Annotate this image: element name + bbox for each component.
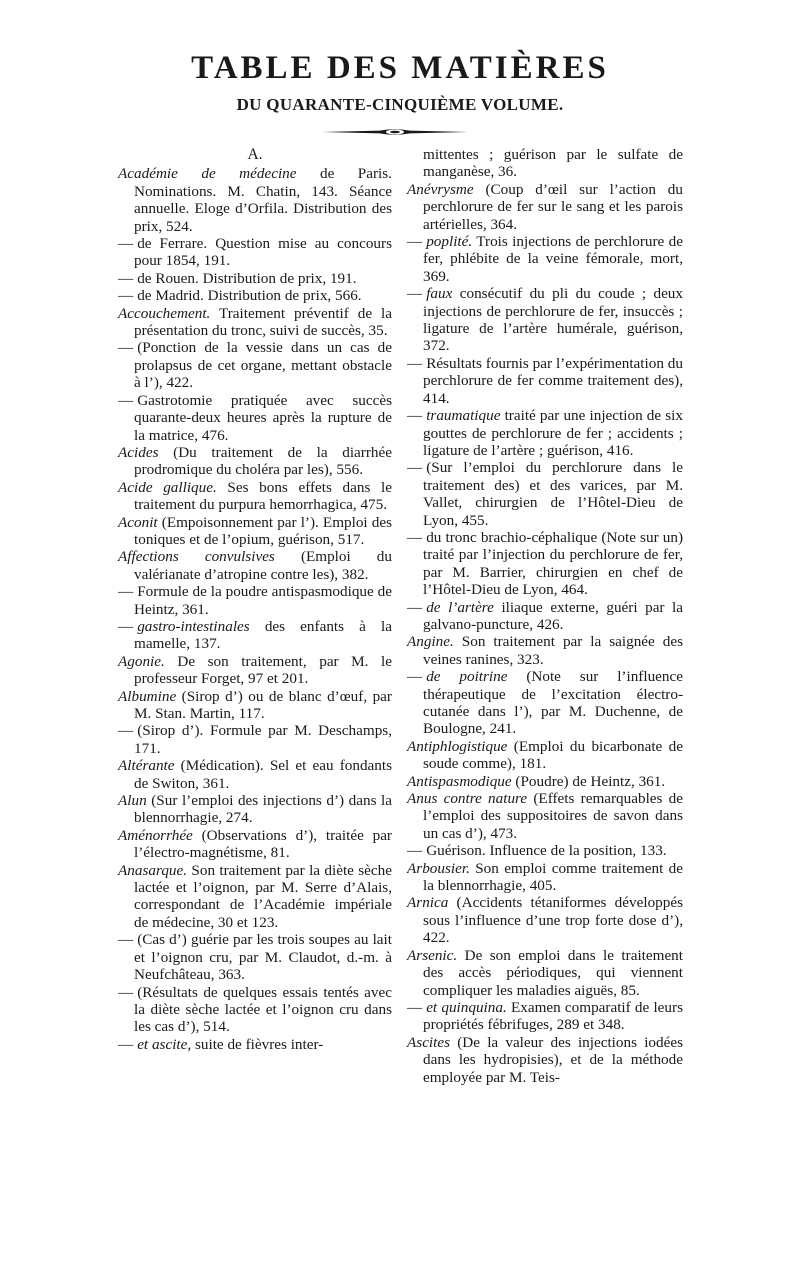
index-entry <box>118 827 392 862</box>
entry-text: (Observations d’), traitée par l’électro-magnétisme, 81. <box>134 826 392 862</box>
index-entry <box>407 842 683 859</box>
entry-text: Son traitement par la diète sèche lactée et l’oignon, par M. Serre d’Alais, correspondant de l’Académie impériale de médecine, 30 et 123. <box>134 861 392 931</box>
repeat-dash: — <box>118 1035 134 1053</box>
entry-text: de Madrid. Distribution de prix, 566. <box>137 287 362 305</box>
entry-text: (Sirop d’). Formule par M. Deschamps, 171. <box>134 722 392 757</box>
entry-text: Examen comparatif de leurs propriétés fébrifuges, 289 et 348. <box>423 998 683 1034</box>
entry-text: (Emploi du bicarbonate de soude comme), 181. <box>423 737 683 773</box>
entry-keyword: de poitrine <box>426 668 508 686</box>
entry-keyword: Arnica <box>407 894 449 912</box>
repeat-dash: — <box>118 722 134 740</box>
index-entry <box>118 757 392 792</box>
index-entry <box>118 287 392 304</box>
entry-text: de Paris. Nominations. M. Chatin, 143. Séance annuelle. Eloge d’Orfila. Distribution des prix, 524. <box>134 165 392 235</box>
repeat-dash: — <box>407 998 423 1016</box>
right-entries <box>407 146 683 1086</box>
entry-text: De son traitement, par M. le professeur Forget, 97 et 201. <box>134 652 392 688</box>
entry-text: Guérison. Influence de la position, 133. <box>426 842 667 860</box>
index-entry <box>407 181 683 233</box>
index-entry <box>407 599 683 634</box>
entry-text: (Coup d’œil sur l’action du perchlorure de fer sur le sang et les parois artérielles, 364. <box>423 180 683 233</box>
repeat-dash: — <box>407 459 423 477</box>
index-entry <box>407 355 683 407</box>
entry-keyword: Altérante <box>118 757 175 775</box>
repeat-dash: — <box>118 983 134 1001</box>
index-entry <box>118 583 392 618</box>
index-entry <box>118 339 392 391</box>
index-entry <box>118 1036 392 1053</box>
index-entry <box>407 1034 683 1086</box>
index-entry <box>118 792 392 827</box>
entry-text: Son emploi comme traitement de la blennorrhagie, 405. <box>423 859 683 895</box>
index-entry <box>118 688 392 723</box>
index-entry <box>407 233 683 285</box>
entry-keyword: Aconit <box>118 513 158 531</box>
entry-text: (De la valeur des injections iodées dans les hydropisies), et de la méthode employée par M. Teis- <box>423 1033 683 1086</box>
entry-text: (Emploi du valérianate d’atropine contre les), 382. <box>134 548 392 583</box>
entry-text: (Sur l’emploi du perchlorure dans le traitement des) et des varices, par M. Vallet, chirurgien de l’Hôtel-Dieu de Lyon, 455. <box>423 459 683 529</box>
entry-text: traité par une injection de six gouttes de perchlorure de fer ; accidents ; ligature de l’artère ; guérison, 416. <box>423 407 683 459</box>
index-entry <box>118 270 392 287</box>
entry-text: De son emploi dans le traitement des accès périodiques, qui viennent compliquer les maladies aiguës, 85. <box>423 946 683 999</box>
index-entry <box>407 947 683 999</box>
index-entry <box>407 633 683 668</box>
right-column <box>407 146 683 1086</box>
index-entry <box>118 722 392 757</box>
entry-keyword: Aménorrhée <box>118 826 193 844</box>
entry-keyword: et quinquina. <box>426 998 507 1016</box>
index-entry <box>118 931 392 983</box>
entry-text: (Cas d’) guérie par les trois soupes au lait et l’oignon cru, par M. Claudot, d.-m. à Neufchâteau, 363. <box>134 931 392 984</box>
index-entry <box>407 668 683 738</box>
index-entry <box>118 514 392 549</box>
entry-keyword: Alun <box>118 792 147 810</box>
entry-text: Gastrotomie pratiquée avec succès quarante-deux heures après la rupture de la matrice, 476. <box>134 391 392 444</box>
index-entry <box>407 459 683 529</box>
entry-keyword: Angine. <box>407 633 454 651</box>
index-entry <box>407 407 683 459</box>
entry-text: (Poudre) de Heintz, 361. <box>511 772 666 790</box>
index-entry <box>407 146 683 181</box>
entry-keyword: et ascite, <box>137 1035 192 1053</box>
entry-keyword: Anasarque. <box>118 861 188 879</box>
repeat-dash: — <box>407 528 423 546</box>
index-entry <box>407 773 683 790</box>
entry-text: (Effets remarquables de l’emploi des suppositoires de savon dans un cas d’), 473. <box>423 790 684 842</box>
entry-text: Résultats fournis par l’expérimentation du perchlorure de fer comme traitement des), 414. <box>423 354 683 407</box>
entry-keyword: Antispasmodique <box>407 772 512 790</box>
entry-text: des enfants à la mamelle, 137. <box>134 617 392 653</box>
entry-text: du tronc brachio-céphalique (Note sur un) traité par l’injection du perchlorure de fer, par M. Barrier, chirurgien en chef de l’Hôtel-Dieu de Lyon, 464. <box>423 528 683 599</box>
entry-keyword: de l’artère <box>426 598 494 616</box>
entry-text: (Empoisonnement par l’). Emploi des toniques et de l’opium, guérison, 517. <box>134 513 392 548</box>
entry-text: consécutif du pli du coude ; deux injections de perchlorure de fer, insuccès ; ligature de l’artère humérale, guérison, 372. <box>423 285 683 355</box>
index-entry <box>118 862 392 932</box>
entry-text: Traitement préventif de la présentation du tronc, suivi de succès, 35. <box>134 304 392 340</box>
entry-keyword: Ascites <box>407 1033 451 1051</box>
entry-keyword: Affections convulsives <box>118 548 275 566</box>
entry-keyword: traumatique <box>426 407 501 425</box>
repeat-dash: — <box>118 391 134 409</box>
repeat-dash: — <box>407 407 423 425</box>
entry-keyword: Arsenic. <box>407 946 458 964</box>
entry-keyword: Anévrysme <box>407 180 474 198</box>
index-entry <box>118 444 392 479</box>
entry-text: (Sirop d’) ou de blanc d’œuf, par M. Stan. Martin, 117. <box>134 687 392 722</box>
entry-text: Formule de la poudre antispasmodique de Heintz, 361. <box>134 583 392 618</box>
index-entry <box>118 305 392 340</box>
index-entry <box>407 790 683 842</box>
left-entries <box>118 165 392 1053</box>
entry-keyword: Académie de médecine <box>118 165 297 183</box>
repeat-dash: — <box>118 235 134 253</box>
entry-keyword: poplité. <box>426 233 473 251</box>
index-entry <box>118 618 392 653</box>
entry-text: Ses bons effets dans le traitement du purpura hemorrhagica, 475. <box>134 478 392 514</box>
entry-text: mittentes ; guérison par le sulfate de manganèse, 36. <box>423 146 683 181</box>
repeat-dash: — <box>407 842 423 860</box>
index-entry <box>118 653 392 688</box>
entry-text: (Du traitement de la diarrhée prodromique du choléra par les), 556. <box>134 443 392 479</box>
index-entry <box>118 392 392 444</box>
page-subtitle: DU QUARANTE-CINQUIÈME VOLUME. <box>236 95 564 114</box>
entry-text: (Ponction de la vessie dans un cas de prolapsus de cet organe, mettant obstacle à l’), 422. <box>134 339 392 392</box>
entry-keyword: faux <box>426 285 453 303</box>
entry-text: (Résultats de quelques essais tentés avec la diète sèche lactée et l’oignon cru dans les cas d’), 514. <box>134 983 392 1036</box>
entry-text: (Accidents tétaniformes développés sous l’influence d’une trop forte dose d’), 422. <box>423 894 683 947</box>
entry-keyword: Arbousier. <box>407 859 470 877</box>
ornament-divider <box>320 128 470 136</box>
repeat-dash: — <box>407 233 423 251</box>
entry-keyword: Antiphlogistique <box>407 737 508 755</box>
index-entry <box>118 984 392 1036</box>
section-letter: A. <box>247 146 263 163</box>
repeat-dash: — <box>407 285 423 303</box>
entry-text: Trois injections de perchlorure de fer, phlébite de la veine fémorale, mort, 369. <box>423 233 683 285</box>
entry-text: iliaque externe, guéri par la galvano-puncture, 426. <box>423 598 683 633</box>
entry-text: Son traitement par la saignée des veines ranines, 323. <box>423 633 683 668</box>
entry-keyword: Agonie. <box>118 652 165 670</box>
entry-text: (Note sur l’influence thérapeutique de l’excitation électro-cutanée dans l’), par M. Duchenne, de Boulogne, 241. <box>423 668 683 738</box>
index-entry <box>407 529 683 599</box>
entry-keyword: Anus contre nature <box>407 790 528 808</box>
index-entry <box>407 894 683 946</box>
repeat-dash: — <box>118 931 134 949</box>
left-column <box>118 146 392 1053</box>
repeat-dash: — <box>407 598 423 616</box>
index-entry <box>118 165 392 235</box>
repeat-dash: — <box>118 269 134 287</box>
entry-keyword: gastro-intestinales <box>137 617 250 635</box>
entry-text: suite de fièvres inter- <box>191 1035 324 1053</box>
repeat-dash: — <box>118 617 134 635</box>
entry-text: de Rouen. Distribution de prix, 191. <box>137 269 357 287</box>
page-title: TABLE DES MATIÈRES <box>191 50 609 86</box>
entry-keyword: Acides <box>118 443 159 461</box>
index-entry <box>118 235 392 270</box>
index-entry <box>118 479 392 514</box>
repeat-dash: — <box>118 287 134 305</box>
entry-keyword: Accouchement. <box>118 304 211 322</box>
entry-keyword: Acide gallique. <box>118 478 217 496</box>
index-entry <box>407 285 683 355</box>
index-entry <box>407 860 683 895</box>
index-entry <box>407 999 683 1034</box>
repeat-dash: — <box>407 668 423 686</box>
index-entry <box>118 548 392 583</box>
repeat-dash: — <box>407 354 423 372</box>
entry-text: de Ferrare. Question mise au concours pour 1854, 191. <box>134 235 392 270</box>
index-entry <box>407 738 683 773</box>
repeat-dash: — <box>118 339 134 357</box>
entry-text: (Sur l’emploi des injections d’) dans la blennorrhagie, 274. <box>134 792 392 827</box>
repeat-dash: — <box>118 583 134 601</box>
entry-text: (Médication). Sel et eau fondants de Switon, 361. <box>134 757 392 792</box>
entry-keyword: Albumine <box>118 687 177 705</box>
